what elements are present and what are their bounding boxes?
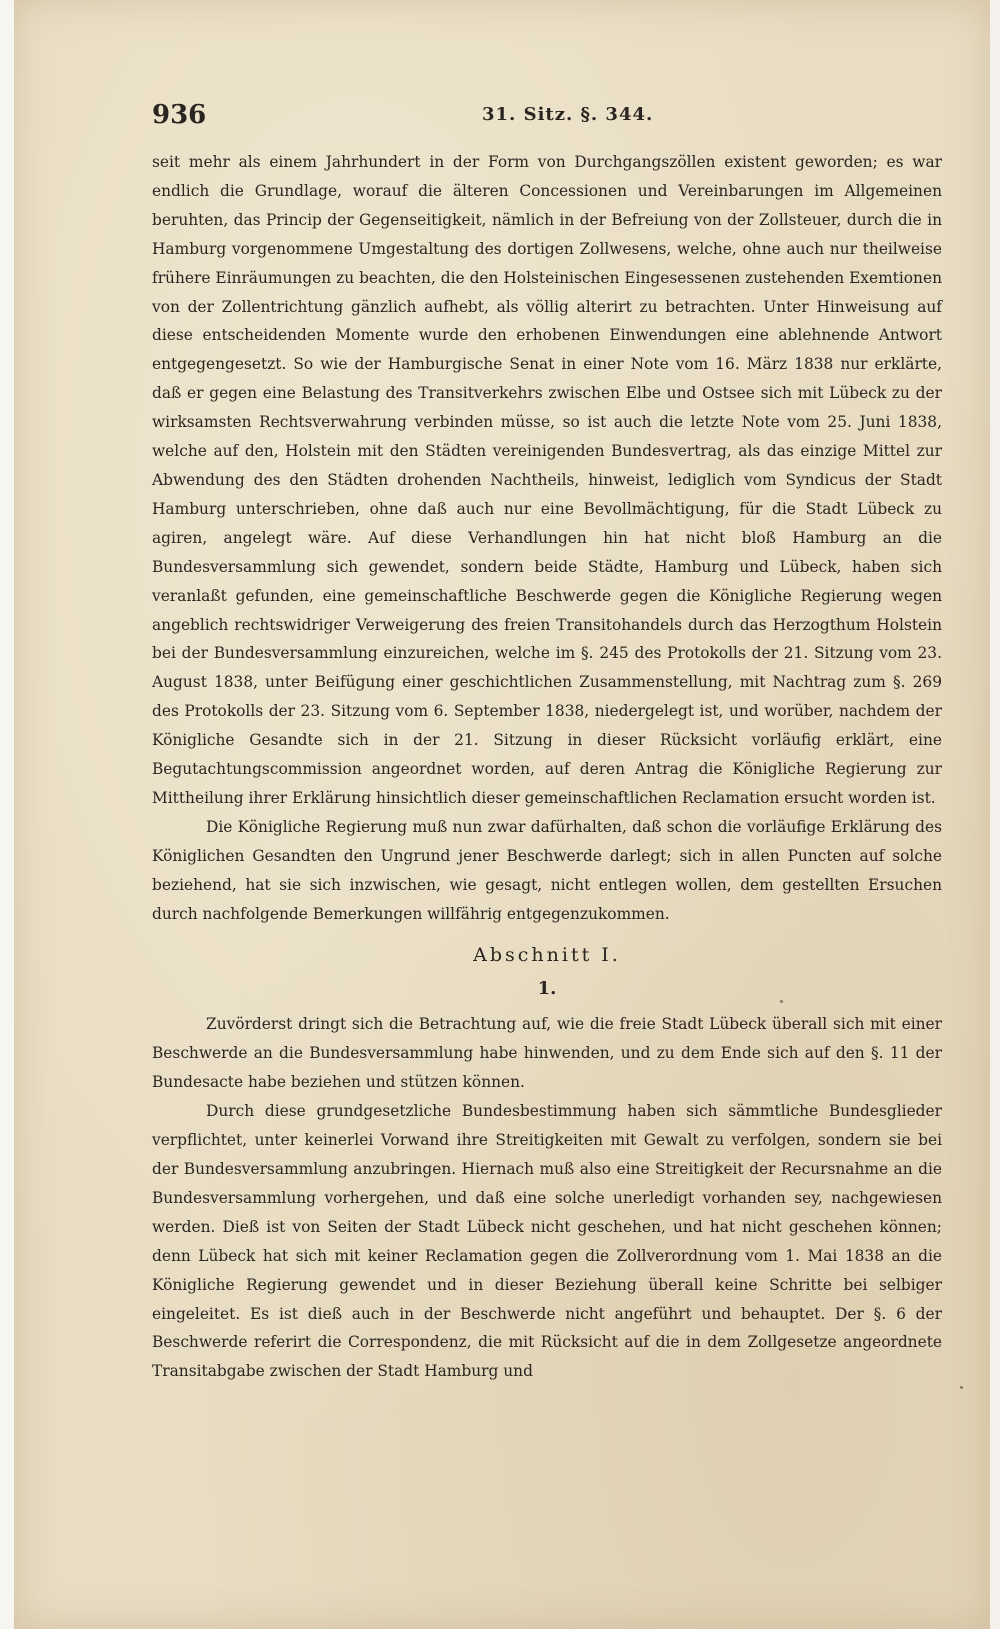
ink-speck xyxy=(780,1000,783,1003)
page-header xyxy=(152,100,942,136)
running-head: 31. Sitz. §. 344. xyxy=(482,104,654,125)
page-number: 936 xyxy=(152,100,207,130)
ink-speck xyxy=(960,1386,963,1389)
paragraph: Durch diese grundgesetzliche Bundesbestimmung haben sich sämmtliche Bundesglieder verpflichtet, unter keinerlei Vorwand ihre Streitigkeiten mit Gewalt zu verfolgen, sondern sie bei der Bundesversammlung anzubringen. Hiernach muß also eine Streitigkeit der Recursnahme an die Bundesversammlung vorhergehen, und daß eine solche unerledigt vorhanden sey, nachgewiesen werden. Dieß ist von Seiten der Stadt Lübeck nicht geschehen, und hat nicht geschehen können; denn Lübeck hat sich mit keiner Reclamation gegen die Zollverordnung vom 1. Mai 1838 an die Königliche Regierung gewendet und in dieser Beziehung überall keine Schritte bei selbiger eingeleitet. Es ist dieß auch in der Beschwerde nicht angeführt und behauptet. Der §. 6 der Beschwerde referirt die Correspondenz, die mit Rücksicht auf die in dem Zollgesetze angeordnete Transitabgabe zwischen der Stadt Hamburg und xyxy=(152,1102,942,1381)
section-number: 1. xyxy=(537,978,557,1000)
paragraph: Die Königliche Regierung muß nun zwar dafürhalten, daß schon die vorläufige Erklärung des Königlichen Gesandten den Ungrund jener Beschwerde darlegt; sich in allen Puncten auf solche beziehend, hat sie sich inzwischen, wie gesagt, nicht entlegen wollen, dem gestellten Ersuchen durch nachfolgende Bemerkungen willfährig entgegenzukommen. xyxy=(152,817,942,923)
section-heading: Abschnitt I. xyxy=(473,944,621,967)
body-text xyxy=(152,148,942,1386)
page-margin xyxy=(0,0,14,1629)
paragraph-continued: seit mehr als einem Jahrhundert in der Form von Durchgangszöllen existent geworden; es war endlich die Grundlage, worauf die älteren Concessionen und Vereinbarungen im Allgemeinen beruhten, das Princip der Gegenseitigkeit, nämlich in der Befreiung von der Zollsteuer, durch die in Hamburg vorgenommene Umgestaltung des dortigen Zollwesens, welche, ohne auch nur theilweise frühere Einräumungen zu beachten, die den Holsteinischen Eingesessenen zustehenden Exemtionen von der Zollentrichtung gänzlich aufhebt, als völlig alterirt zu betrachten. Unter Hinweisung auf diese entscheidenden Momente wurde den erhobenen Einwendungen eine ablehnende Antwort entgegengesetzt. So wie der Hamburgische Senat in einer Note vom 16. März 1838 nur erklärte, daß er gegen eine Belastung des Transitverkehrs zwischen Elbe und Ostsee sich mit Lübeck zu der wirksamsten Rechtsverwahrung verbinden müsse, so ist auch die letzte Note vom 25. Juni 1838, welche auf den, Holstein mit den Städten vereinigenden Bundesvertrag, als das einzige Mittel zur Abwendung des den Städten drohenden Nachtheils, hinweist, lediglich vom Syndicus der Stadt Hamburg unterschrieben, ohne daß auch nur eine Bevollmächtigung, für die Stadt Lübeck zu agiren, angelegt wäre. Auf diese Verhandlungen hin hat nicht bloß Hamburg an die Bundesversammlung sich gewendet, sondern beide Städte, Hamburg und Lübeck, haben sich veranlaßt gefunden, eine gemeinschaftliche Beschwerde gegen die Königliche Regierung wegen angeblich rechtswidriger Verweigerung des freien Transitohandels durch das Herzogthum Holstein bei der Bundesversammlung einzureichen, welche im §. 245 des Protokolls der 21. Sitzung vom 23. August 1838, unter Beifügung einer geschichtlichen Zusammenstellung, mit Nachtrag zum §. 269 des Protokolls der 23. Sitzung vom 6. September 1838, niedergelegt ist, und worüber, nachdem der Königliche Gesandte sich in der 21. Sitzung in dieser Rücksicht vorläufig erklärt, eine Begutachtungscommission angeordnet worden, auf deren Antrag die Königliche Regierung zur Mittheilung ihrer Erklärung hinsichtlich dieser gemeinschaftlichen Reclamation ersucht worden ist. xyxy=(152,153,942,807)
paragraph: Zuvörderst dringt sich die Betrachtung auf, wie die freie Stadt Lübeck überall sich mit einer Beschwerde an die Bundesversammlung habe hinwenden, und zu dem Ende sich auf den §. 11 der Bundesacte habe beziehen und stützen können. xyxy=(152,1015,942,1092)
